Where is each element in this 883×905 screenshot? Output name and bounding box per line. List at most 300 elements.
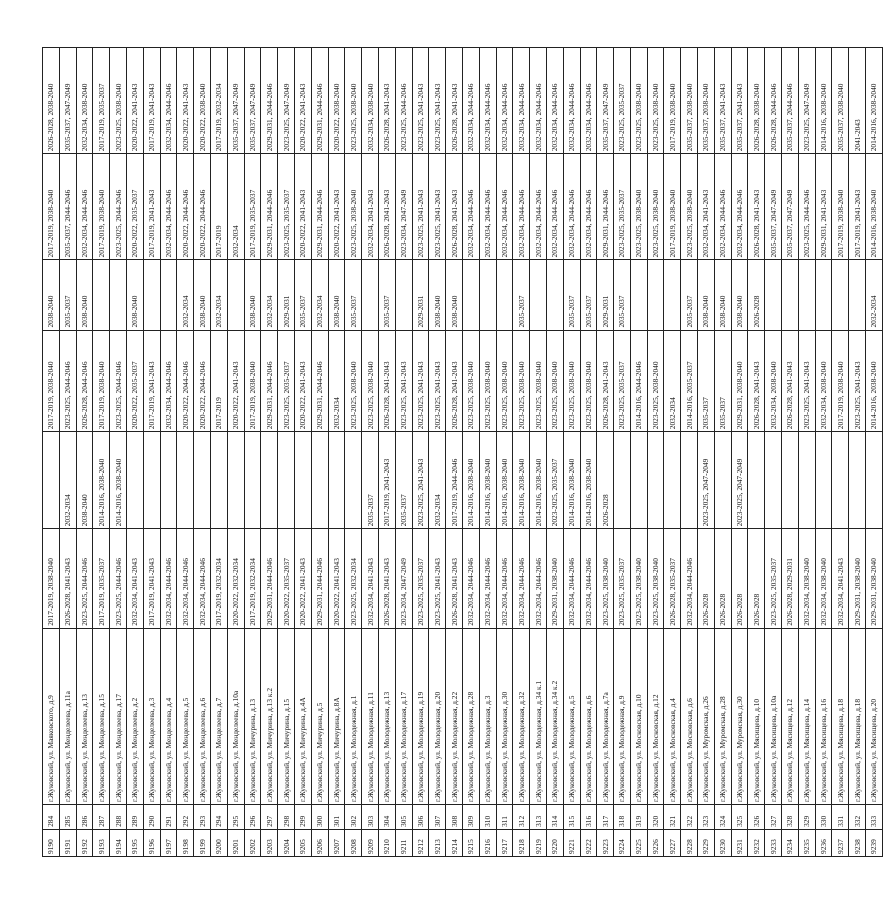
address-cell: г.Жуковский, ул. Московская, д.6 bbox=[681, 628, 698, 804]
period-cell-3: 2023-2025, 2041-2043 bbox=[849, 330, 866, 432]
period-cell-3: 2026-2028, 2041-2043 bbox=[782, 330, 799, 432]
period-cell-2 bbox=[160, 432, 177, 529]
table-row bbox=[479, 48, 496, 857]
period-cell-4: 2026-2028 bbox=[748, 260, 765, 330]
address-cell: г.Жуковский, ул. Менделеева, д.17 bbox=[110, 628, 127, 804]
period-cell-3: 2020-2022, 2041-2043 bbox=[294, 330, 311, 432]
period-cell-1: 2026-2028 bbox=[748, 529, 765, 628]
period-cell-2 bbox=[681, 432, 698, 529]
row-number-cell: 9222 bbox=[580, 829, 597, 856]
period-cell-1: 2032-2034, 2041-2043 bbox=[832, 529, 849, 628]
address-cell: г.Жуковский, ул. Молодежная, д.34 к.1 bbox=[530, 628, 547, 804]
period-cell-4 bbox=[849, 260, 866, 330]
period-cell-4: 2038-2040 bbox=[429, 260, 446, 330]
period-cell-6: 2026-2028, 2041-2043 bbox=[446, 48, 463, 154]
address-cell: г.Жуковский, ул. Менделеева, д.11а bbox=[59, 628, 76, 804]
address-cell: г.Жуковский, ул. Молодежная, д.1 bbox=[345, 628, 362, 804]
period-cell-1: 2020-2022, 2041-2043 bbox=[328, 529, 345, 628]
row-number-cell: 9204 bbox=[278, 829, 295, 856]
table-row bbox=[429, 48, 446, 857]
table-row bbox=[496, 48, 513, 857]
local-number-cell: 287 bbox=[93, 805, 110, 830]
address-cell: г.Жуковский, ул. Мясищева, д.10 bbox=[748, 628, 765, 804]
row-number-cell: 9223 bbox=[597, 829, 614, 856]
period-cell-3: 2023-2025, 2038-2040 bbox=[563, 330, 580, 432]
row-number-cell: 9212 bbox=[412, 829, 429, 856]
table-row bbox=[110, 48, 127, 857]
row-number-cell: 9195 bbox=[126, 829, 143, 856]
period-cell-1: 2023-2034, 2047-2049 bbox=[395, 529, 412, 628]
period-cell-3: 2029-2031, 2038-2040 bbox=[731, 330, 748, 432]
period-cell-2: 2014-2016, 2038-2040 bbox=[513, 432, 530, 529]
period-cell-3: 2029-2031, 2044-2046 bbox=[311, 330, 328, 432]
row-number-cell: 9224 bbox=[614, 829, 631, 856]
address-cell: г.Жуковский, ул. Мясищева, д.18 bbox=[832, 628, 849, 804]
address-cell: г.Жуковский, ул. Менделеева, д.6 bbox=[194, 628, 211, 804]
address-cell: г.Жуковский, ул. Мичурина, д.5 bbox=[311, 628, 328, 804]
period-cell-1: 2026-2028, 2041-2043 bbox=[378, 529, 395, 628]
local-number-cell: 333 bbox=[866, 805, 883, 830]
period-cell-3: 2023-2025, 2035-2037 bbox=[614, 330, 631, 432]
period-cell-4 bbox=[832, 260, 849, 330]
period-cell-4: 2035-2037 bbox=[614, 260, 631, 330]
period-cell-3: 2023-2025, 2038-2040 bbox=[479, 330, 496, 432]
table-row bbox=[261, 48, 278, 857]
table-row bbox=[748, 48, 765, 857]
period-cell-1: 2032-2034, 2044-2046 bbox=[462, 529, 479, 628]
table-row bbox=[43, 48, 60, 857]
period-cell-6: 2032-2034, 2044-2046 bbox=[580, 48, 597, 154]
period-cell-1: 2032-2034, 2044-2046 bbox=[496, 529, 513, 628]
row-number-cell: 9201 bbox=[227, 829, 244, 856]
period-cell-5: 2017-2019, 2041-2043 bbox=[143, 154, 160, 260]
period-cell-1: 2026-2028 bbox=[714, 529, 731, 628]
period-cell-5: 2023-2025, 2038-2040 bbox=[681, 154, 698, 260]
capital-repair-schedule-table bbox=[42, 47, 883, 857]
table-row bbox=[731, 48, 748, 857]
period-cell-5: 2029-2031, 2044-2046 bbox=[597, 154, 614, 260]
row-number-cell: 9209 bbox=[362, 829, 379, 856]
period-cell-1: 2032-2034, 2044-2046 bbox=[160, 529, 177, 628]
period-cell-1: 2017-2019, 2041-2043 bbox=[143, 529, 160, 628]
period-cell-3: 2026-2028, 2041-2043 bbox=[378, 330, 395, 432]
address-cell: г.Жуковский, ул. Молодежная, д.19 bbox=[412, 628, 429, 804]
address-cell: г.Жуковский, ул. Муромская, д.26 bbox=[698, 628, 715, 804]
table-row bbox=[630, 48, 647, 857]
period-cell-6: 2017-2019, 2041-2043 bbox=[143, 48, 160, 154]
local-number-cell: 284 bbox=[43, 805, 60, 830]
period-cell-3: 2020-2022, 2044-2046 bbox=[194, 330, 211, 432]
local-number-cell: 298 bbox=[278, 805, 295, 830]
address-cell: г.Жуковский, ул. Молодежная, д.22 bbox=[446, 628, 463, 804]
period-cell-3: 2023-2025, 2041-2043 bbox=[412, 330, 429, 432]
address-cell: г.Жуковский, ул. Молодежная, д.3 bbox=[479, 628, 496, 804]
local-number-cell: 295 bbox=[227, 805, 244, 830]
local-number-cell: 331 bbox=[832, 805, 849, 830]
period-cell-5: 2017-2019, 2041-2043 bbox=[849, 154, 866, 260]
period-cell-2 bbox=[294, 432, 311, 529]
period-cell-4 bbox=[782, 260, 799, 330]
period-cell-2: 2023-2025, 2047-2049 bbox=[731, 432, 748, 529]
local-number-cell: 319 bbox=[630, 805, 647, 830]
period-cell-4 bbox=[647, 260, 664, 330]
period-cell-3: 2029-2031, 2044-2046 bbox=[261, 330, 278, 432]
local-number-cell: 325 bbox=[731, 805, 748, 830]
table-row bbox=[278, 48, 295, 857]
period-cell-1: 2023-2025, 2038-2040 bbox=[647, 529, 664, 628]
period-cell-3: 2017-2019, 2038-2040 bbox=[93, 330, 110, 432]
address-cell: г.Жуковский, ул. Менделеева, д.15 bbox=[93, 628, 110, 804]
period-cell-1: 2029-2031, 2044-2046 bbox=[311, 529, 328, 628]
address-cell: г.Жуковский, ул. Менделеева, д.2 bbox=[126, 628, 143, 804]
table-row bbox=[597, 48, 614, 857]
period-cell-6: 2035-2037, 2047-2049 bbox=[597, 48, 614, 154]
period-cell-2: 2035-2037 bbox=[362, 432, 379, 529]
period-cell-4: 2038-2040 bbox=[446, 260, 463, 330]
period-cell-1: 2029-2031, 2038-2040 bbox=[546, 529, 563, 628]
period-cell-6: 2026-2028, 2044-2046 bbox=[765, 48, 782, 154]
address-cell: г.Жуковский, ул. Молодежная, д.11 bbox=[362, 628, 379, 804]
period-cell-4: 2035-2037 bbox=[580, 260, 597, 330]
period-cell-1: 2026-2028, 2035-2037 bbox=[664, 529, 681, 628]
period-cell-4 bbox=[160, 260, 177, 330]
period-cell-4: 2032-2034 bbox=[261, 260, 278, 330]
period-cell-5: 2032-2034, 2044-2046 bbox=[462, 154, 479, 260]
table-row bbox=[580, 48, 597, 857]
period-cell-1: 2020-2022, 2041-2043 bbox=[294, 529, 311, 628]
table-row bbox=[681, 48, 698, 857]
address-cell: г.Жуковский, ул. Молодежная, д.32 bbox=[513, 628, 530, 804]
table-row bbox=[311, 48, 328, 857]
period-cell-2 bbox=[815, 432, 832, 529]
period-cell-6: 2020-2022, 2041-2043 bbox=[294, 48, 311, 154]
row-number-cell: 9198 bbox=[177, 829, 194, 856]
table-row bbox=[160, 48, 177, 857]
period-cell-5: 2032-2034, 2044-2046 bbox=[580, 154, 597, 260]
period-cell-6: 2032-2034, 2044-2046 bbox=[160, 48, 177, 154]
period-cell-4 bbox=[93, 260, 110, 330]
row-number-cell: 9233 bbox=[765, 829, 782, 856]
period-cell-3: 2023-2025, 2038-2040 bbox=[530, 330, 547, 432]
period-cell-2 bbox=[664, 432, 681, 529]
address-cell: г.Жуковский, ул. Мясищева, д.14 bbox=[798, 628, 815, 804]
row-number-cell: 9235 bbox=[798, 829, 815, 856]
period-cell-6: 2041-2043 bbox=[849, 48, 866, 154]
row-number-cell: 9207 bbox=[328, 829, 345, 856]
period-cell-3: 2017-2019, 2038-2040 bbox=[244, 330, 261, 432]
period-cell-4: 2032-2034 bbox=[866, 260, 883, 330]
period-cell-2: 2032-2034 bbox=[429, 432, 446, 529]
period-cell-5: 2023-2025, 2044-2046 bbox=[798, 154, 815, 260]
local-number-cell: 306 bbox=[412, 805, 429, 830]
period-cell-4: 2032-2034 bbox=[311, 260, 328, 330]
period-cell-5: 2032-2034, 2044-2046 bbox=[563, 154, 580, 260]
period-cell-2 bbox=[43, 432, 60, 529]
period-cell-1: 2023-2025, 2035-2037 bbox=[614, 529, 631, 628]
period-cell-3: 2014-2016, 2038-2040 bbox=[866, 330, 883, 432]
period-cell-6: 2023-2025, 2047-2049 bbox=[798, 48, 815, 154]
local-number-cell: 309 bbox=[462, 805, 479, 830]
period-cell-5: 2017-2019, 2038-2040 bbox=[832, 154, 849, 260]
table-row bbox=[664, 48, 681, 857]
period-cell-5: 2020-2022, 2044-2046 bbox=[177, 154, 194, 260]
period-cell-5: 2020-2022, 2041-2043 bbox=[294, 154, 311, 260]
period-cell-4 bbox=[227, 260, 244, 330]
local-number-cell: 326 bbox=[748, 805, 765, 830]
address-cell: г.Жуковский, ул. Молодежная, д.28 bbox=[462, 628, 479, 804]
local-number-cell: 296 bbox=[244, 805, 261, 830]
period-cell-6: 2017-2019, 2038-2040 bbox=[664, 48, 681, 154]
period-cell-1: 2026-2028 bbox=[731, 529, 748, 628]
period-cell-4 bbox=[496, 260, 513, 330]
row-number-cell: 9219 bbox=[530, 829, 547, 856]
period-cell-1: 2032-2034, 2044-2046 bbox=[681, 529, 698, 628]
address-cell: г.Жуковский, ул. Муромская, д.28 bbox=[714, 628, 731, 804]
local-number-cell: 292 bbox=[177, 805, 194, 830]
row-number-cell: 9236 bbox=[815, 829, 832, 856]
table-row bbox=[76, 48, 93, 857]
period-cell-5: 2017-2019, 2038-2040 bbox=[93, 154, 110, 260]
table-row bbox=[832, 48, 849, 857]
period-cell-6: 2017-2019, 2035-2037 bbox=[93, 48, 110, 154]
period-cell-5: 2020-2022, 2035-2037 bbox=[126, 154, 143, 260]
period-cell-6: 2035-2037, 2041-2043 bbox=[731, 48, 748, 154]
period-cell-4 bbox=[479, 260, 496, 330]
period-cell-5: 2026-2028, 2041-2043 bbox=[748, 154, 765, 260]
period-cell-2: 2014-2016, 2038-2040 bbox=[479, 432, 496, 529]
period-cell-5: 2023-2025, 2035-2037 bbox=[614, 154, 631, 260]
table-row bbox=[530, 48, 547, 857]
address-cell: г.Жуковский, ул. Молодежная, д.20 bbox=[429, 628, 446, 804]
period-cell-6: 2026-2028, 2041-2043 bbox=[378, 48, 395, 154]
period-cell-1: 2032-2034, 2044-2046 bbox=[479, 529, 496, 628]
period-cell-2 bbox=[714, 432, 731, 529]
local-number-cell: 316 bbox=[580, 805, 597, 830]
address-cell: г.Жуковский, ул. Менделеева, д.7 bbox=[210, 628, 227, 804]
table-row bbox=[647, 48, 664, 857]
period-cell-3: 2020-2022, 2035-2037 bbox=[126, 330, 143, 432]
period-cell-4: 2029-2031 bbox=[597, 260, 614, 330]
period-cell-6: 2032-2034, 2044-2046 bbox=[530, 48, 547, 154]
period-cell-5: 2032-2034, 2044-2046 bbox=[714, 154, 731, 260]
period-cell-2 bbox=[278, 432, 295, 529]
local-number-cell: 291 bbox=[160, 805, 177, 830]
period-cell-4: 2032-2034 bbox=[210, 260, 227, 330]
period-cell-2 bbox=[748, 432, 765, 529]
period-cell-3: 2026-2028, 2041-2043 bbox=[748, 330, 765, 432]
period-cell-6: 2020-2022, 2041-2043 bbox=[177, 48, 194, 154]
row-number-cell: 9228 bbox=[681, 829, 698, 856]
local-number-cell: 301 bbox=[328, 805, 345, 830]
local-number-cell: 302 bbox=[345, 805, 362, 830]
table-row bbox=[698, 48, 715, 857]
period-cell-2 bbox=[832, 432, 849, 529]
period-cell-4 bbox=[546, 260, 563, 330]
period-cell-3: 2023-2025, 2035-2037 bbox=[278, 330, 295, 432]
period-cell-3: 2026-2028, 2044-2046 bbox=[76, 330, 93, 432]
table-row bbox=[849, 48, 866, 857]
period-cell-3: 2032-2034, 2038-2040 bbox=[815, 330, 832, 432]
period-cell-1: 2023-2025, 2038-2040 bbox=[597, 529, 614, 628]
period-cell-5: 2023-2025, 2038-2040 bbox=[630, 154, 647, 260]
period-cell-6: 2032-2034, 2044-2046 bbox=[462, 48, 479, 154]
row-number-cell: 9237 bbox=[832, 829, 849, 856]
period-cell-3: 2023-2025, 2044-2046 bbox=[59, 330, 76, 432]
local-number-cell: 332 bbox=[849, 805, 866, 830]
period-cell-6: 2020-2022, 2038-2040 bbox=[328, 48, 345, 154]
table-row bbox=[462, 48, 479, 857]
period-cell-1: 2032-2034, 2038-2040 bbox=[815, 529, 832, 628]
period-cell-5: 2017-2019 bbox=[210, 154, 227, 260]
row-number-cell: 9194 bbox=[110, 829, 127, 856]
period-cell-2: 2014-2016, 2038-2040 bbox=[580, 432, 597, 529]
table-row bbox=[714, 48, 731, 857]
row-number-cell: 9229 bbox=[698, 829, 715, 856]
row-number-cell: 9227 bbox=[664, 829, 681, 856]
address-cell: г.Жуковский, ул. Московская, д.10 bbox=[630, 628, 647, 804]
period-cell-1: 2026-2028, 2041-2043 bbox=[59, 529, 76, 628]
period-cell-4: 2035-2037 bbox=[681, 260, 698, 330]
address-cell: г.Жуковский, ул. Мичурина, д.15 bbox=[278, 628, 295, 804]
local-number-cell: 328 bbox=[782, 805, 799, 830]
period-cell-1: 2032-2034, 2041-2043 bbox=[362, 529, 379, 628]
period-cell-1: 2032-2034, 2044-2046 bbox=[194, 529, 211, 628]
local-number-cell: 308 bbox=[446, 805, 463, 830]
period-cell-3: 2020-2022, 2044-2046 bbox=[177, 330, 194, 432]
address-cell: г.Жуковский, ул. Молодежная, д.6 bbox=[580, 628, 597, 804]
period-cell-3: 2023-2025, 2041-2043 bbox=[798, 330, 815, 432]
table-row bbox=[395, 48, 412, 857]
period-cell-3: 2017-2019, 2038-2040 bbox=[832, 330, 849, 432]
period-cell-4: 2035-2037 bbox=[345, 260, 362, 330]
address-cell: г.Жуковский, ул. Мичурина, д.13 к.2 bbox=[261, 628, 278, 804]
address-cell: г.Жуковский, ул. Молодежная, д.13 bbox=[378, 628, 395, 804]
period-cell-6: 2026-2028, 2038-2040 bbox=[748, 48, 765, 154]
period-cell-2: 2014-2016, 2038-2040 bbox=[563, 432, 580, 529]
period-cell-3: 2014-2016, 2035-2037 bbox=[681, 330, 698, 432]
period-cell-6: 2023-2025, 2044-2046 bbox=[395, 48, 412, 154]
period-cell-3: 2026-2028, 2041-2043 bbox=[597, 330, 614, 432]
local-number-cell: 307 bbox=[429, 805, 446, 830]
period-cell-6: 2026-2028, 2038-2040 bbox=[43, 48, 60, 154]
period-cell-2 bbox=[345, 432, 362, 529]
table-row bbox=[412, 48, 429, 857]
period-cell-2: 2026-2028 bbox=[597, 432, 614, 529]
period-cell-2: 2023-2025, 2041-2043 bbox=[412, 432, 429, 529]
period-cell-6: 2023-2025, 2035-2037 bbox=[614, 48, 631, 154]
period-cell-2 bbox=[210, 432, 227, 529]
period-cell-4 bbox=[462, 260, 479, 330]
table-body bbox=[43, 48, 883, 857]
address-cell: г.Жуковский, ул. Мичурина, д.13 bbox=[244, 628, 261, 804]
period-cell-4 bbox=[815, 260, 832, 330]
row-number-cell: 9220 bbox=[546, 829, 563, 856]
period-cell-3: 2023-2025, 2038-2040 bbox=[580, 330, 597, 432]
table-row bbox=[614, 48, 631, 857]
row-number-cell: 9215 bbox=[462, 829, 479, 856]
period-cell-2 bbox=[849, 432, 866, 529]
period-cell-5: 2020-2022, 2041-2043 bbox=[328, 154, 345, 260]
row-number-cell: 9238 bbox=[849, 829, 866, 856]
period-cell-1: 2032-2034, 2044-2046 bbox=[530, 529, 547, 628]
period-cell-5: 2032-2034, 2044-2046 bbox=[513, 154, 530, 260]
period-cell-5: 2023-2025, 2041-2043 bbox=[412, 154, 429, 260]
period-cell-2: 2014-2016, 2038-2040 bbox=[93, 432, 110, 529]
row-number-cell: 9218 bbox=[513, 829, 530, 856]
row-number-cell: 9200 bbox=[210, 829, 227, 856]
row-number-cell: 9210 bbox=[378, 829, 395, 856]
local-number-cell: 324 bbox=[714, 805, 731, 830]
period-cell-6: 2023-2025, 2047-2049 bbox=[278, 48, 295, 154]
period-cell-6: 2017-2019, 2032-2034 bbox=[210, 48, 227, 154]
period-cell-2: 2023-2025, 2035-2037 bbox=[546, 432, 563, 529]
period-cell-4 bbox=[362, 260, 379, 330]
period-cell-3: 2032-2034 bbox=[328, 330, 345, 432]
row-number-cell: 9199 bbox=[194, 829, 211, 856]
table-row bbox=[59, 48, 76, 857]
period-cell-6: 2035-2037, 2047-2049 bbox=[59, 48, 76, 154]
period-cell-5: 2032-2034, 2044-2046 bbox=[160, 154, 177, 260]
period-cell-3: 2014-2016, 2044-2046 bbox=[630, 330, 647, 432]
row-number-cell: 9214 bbox=[446, 829, 463, 856]
period-cell-4 bbox=[530, 260, 547, 330]
local-number-cell: 289 bbox=[126, 805, 143, 830]
period-cell-6: 2032-2034, 2044-2046 bbox=[496, 48, 513, 154]
table-row bbox=[345, 48, 362, 857]
period-cell-2 bbox=[311, 432, 328, 529]
local-number-cell: 303 bbox=[362, 805, 379, 830]
address-cell: г.Жуковский, ул. Московская, д.12 bbox=[647, 628, 664, 804]
period-cell-2 bbox=[798, 432, 815, 529]
period-cell-3: 2035-2037 bbox=[714, 330, 731, 432]
table-row bbox=[93, 48, 110, 857]
table-row bbox=[866, 48, 883, 857]
row-number-cell: 9196 bbox=[143, 829, 160, 856]
period-cell-2: 2032-2034 bbox=[59, 432, 76, 529]
local-number-cell: 294 bbox=[210, 805, 227, 830]
period-cell-4 bbox=[630, 260, 647, 330]
period-cell-6: 2023-2025, 2041-2043 bbox=[429, 48, 446, 154]
local-number-cell: 312 bbox=[513, 805, 530, 830]
period-cell-2: 2035-2037 bbox=[395, 432, 412, 529]
period-cell-1: 2023-2025, 2041-2043 bbox=[429, 529, 446, 628]
period-cell-5: 2017-2019, 2038-2040 bbox=[664, 154, 681, 260]
address-cell: г.Жуковский, ул. Менделеева, д.4 bbox=[160, 628, 177, 804]
period-cell-6: 2023-2025, 2038-2040 bbox=[110, 48, 127, 154]
period-cell-3: 2023-2025, 2044-2046 bbox=[110, 330, 127, 432]
period-cell-5: 2023-2025, 2041-2043 bbox=[429, 154, 446, 260]
period-cell-5: 2014-2016, 2038-2040 bbox=[866, 154, 883, 260]
period-cell-4: 2035-2037 bbox=[294, 260, 311, 330]
period-cell-5: 2017-2019, 2038-2040 bbox=[43, 154, 60, 260]
period-cell-2: 2014-2016, 2038-2040 bbox=[530, 432, 547, 529]
period-cell-2: 2014-2016, 2038-2040 bbox=[110, 432, 127, 529]
address-cell: г.Жуковский, ул. Менделеева, д.10а bbox=[227, 628, 244, 804]
row-number-cell: 9232 bbox=[748, 829, 765, 856]
local-number-cell: 293 bbox=[194, 805, 211, 830]
local-number-cell: 315 bbox=[563, 805, 580, 830]
period-cell-2 bbox=[765, 432, 782, 529]
period-cell-5: 2035-2037, 2047-2049 bbox=[782, 154, 799, 260]
table-row bbox=[177, 48, 194, 857]
address-cell: г.Жуковский, ул. Маяковского, д.9 bbox=[43, 628, 60, 804]
table-row bbox=[378, 48, 395, 857]
period-cell-3: 2023-2025, 2038-2040 bbox=[546, 330, 563, 432]
address-cell: г.Жуковский, ул. Мясищева, д.10а bbox=[765, 628, 782, 804]
local-number-cell: 327 bbox=[765, 805, 782, 830]
period-cell-2 bbox=[647, 432, 664, 529]
period-cell-5: 2032-2034, 2044-2046 bbox=[731, 154, 748, 260]
